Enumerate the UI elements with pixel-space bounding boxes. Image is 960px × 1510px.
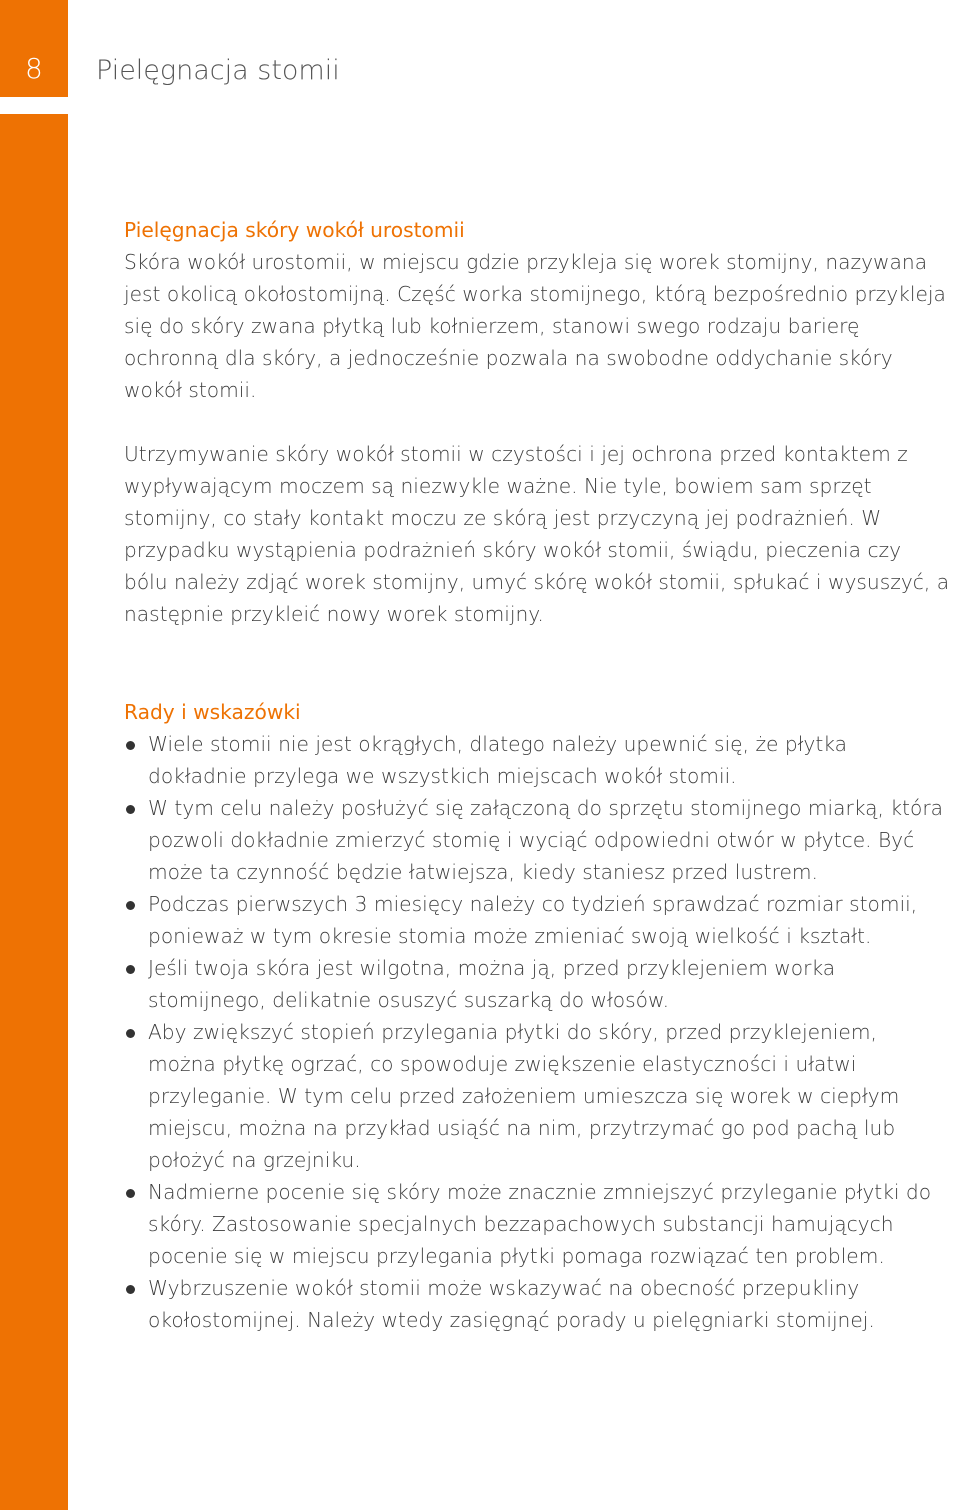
main-content [124,214,950,1336]
list-item: Wybrzuszenie wokół stomii może wskazywać na obecność przepukliny okołostomijnej. Należy wtedy zasięgnąć porady u pielęgniarki stomijnej. [124,1272,950,1336]
list-item: W tym celu należy posłużyć się załączoną do sprzętu stomijnego miarką, która pozwoli dokładnie zmierzyć stomię i wyciąć odpowiedni otwór w płytce. Być może ta czynność będzie łatwiejsza, kiedy staniesz przed lustrem. [124,792,950,888]
page-number: 8 [25,52,43,85]
section-title-tips: Rady i wskazówki [124,700,301,724]
list-item: Wiele stomii nie jest okrągłych, dlatego należy upewnić się, że płytka dokładnie przylega we wszystkich miejscach wokół stomii. [124,728,950,792]
tips-list [124,728,950,1336]
list-item: Podczas pierwszych 3 miesięcy należy co tydzień sprawdzać rozmiar stomii, ponieważ w tym okresie stomia może zmieniać swoją wielkość i kształt. [124,888,950,952]
list-item: Aby zwiększyć stopień przylegania płytki do skóry, przed przyklejeniem, można płytkę ogrzać, co spowoduje zwiększenie elastyczności i ułatwi przyleganie. W tym celu przed założeniem umieszcza się worek w ciepłym miejscu, można na przykład usiąść na nim, przytrzymać go pod pachą lub położyć na grzejniku. [124,1016,950,1176]
section-title-skin-care: Pielęgnacja skóry wokół urostomii [124,218,465,242]
paragraph: Skóra wokół urostomii, w miejscu gdzie przykleja się worek stomijny, nazywana jest okolicą okołostomijną. Część worka stomijnego, którą bezpośrednio przykleja się do skóry zwana płytką lub kołnierzem, stanowi swego rodzaju barierę ochronną dla skóry, a jednocześnie pozwala na swobodne oddychanie skóry wokół stomii. [124,250,946,402]
paragraph: Utrzymywanie skóry wokół stomii w czystości i jej ochrona przed kontaktem z wypływającym moczem są niezwykle ważne. Nie tyle, bowiem sam sprzęt stomijny, co stały kontakt moczu ze skórą jest przyczyną jej podrażnień. W przypadku wystąpienia podrażnień skóry wokół stomii, świądu, pieczenia czy bólu należy zdjąć worek stomijny, umyć skórę wokół stomii, spłukać i wysuszyć, a następnie przykleić nowy worek stomijny. [124,442,950,626]
section-spacer [124,630,950,696]
list-item: Jeśli twoja skóra jest wilgotna, można ją, przed przyklejeniem worka stomijnego, delikatnie osuszyć suszarką do włosów. [124,952,950,1016]
page-number-box [0,0,68,97]
list-item: Nadmierne pocenie się skóry może znacznie zmniejszyć przyleganie płytki do skóry. Zastosowanie specjalnych bezzapachowych substancji hamujących pocenie się w miejscu przylegania płytki pomaga rozwiązać ten problem. [124,1176,950,1272]
side-accent-bar [0,114,68,1510]
page-title: Pielęgnacja stomii [96,55,340,86]
